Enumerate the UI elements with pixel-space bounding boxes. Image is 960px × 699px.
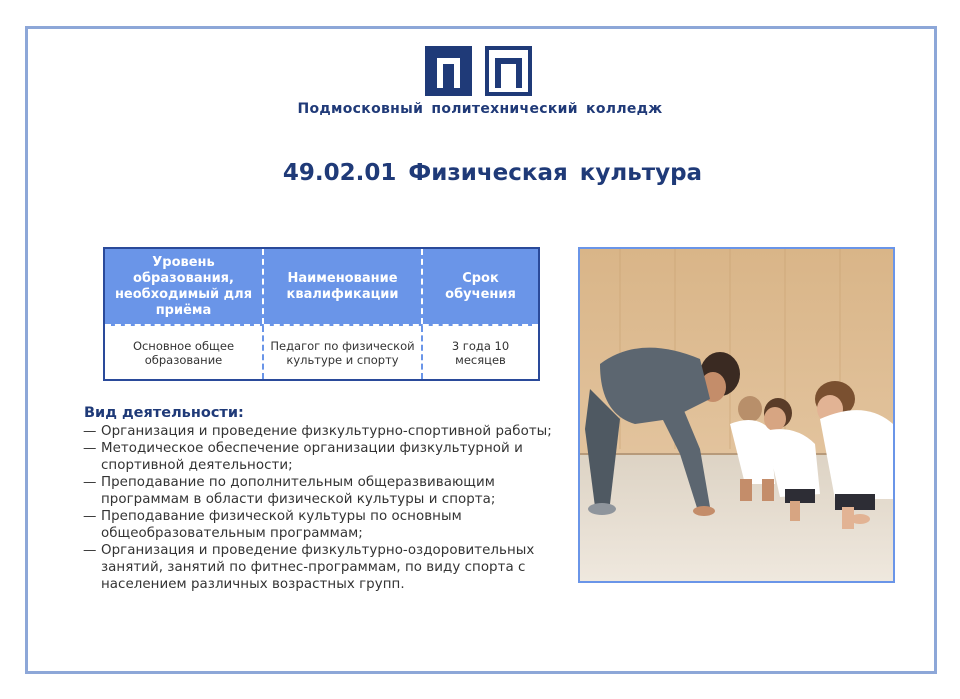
duration-text: 3 года 10 месяцев xyxy=(451,338,510,367)
list-item xyxy=(83,423,554,440)
list-item xyxy=(83,440,554,474)
page-title: 49.02.01 Физическая культура xyxy=(282,160,703,186)
table-row xyxy=(105,326,538,379)
college-logo xyxy=(425,46,534,96)
list-item-text: Преподавание физической культуры по основным общеобразовательным программам; xyxy=(101,509,462,541)
table-header-row xyxy=(105,249,538,326)
activity-section xyxy=(84,405,554,593)
list-dash: — xyxy=(83,441,97,456)
list-item-text: Преподавание по дополнительным общеразвивающим программам в области физической культуры и спорта; xyxy=(101,475,496,507)
list-dash: — xyxy=(83,475,97,490)
education-info-table xyxy=(103,247,540,381)
list-item xyxy=(83,474,554,508)
college-name: Подмосковный политехнический колледж xyxy=(297,101,663,117)
sports-class-photo xyxy=(578,247,895,583)
list-item-text: Организация и проведение физкультурно-оздоровительных занятий, занятий по фитнес-программам, по виду спорта с населением различных возрастных групп. xyxy=(101,543,535,592)
header-qualification: Наименование квалификации xyxy=(264,249,423,324)
list-item-text: Организация и проведение физкультурно-спортивной работы; xyxy=(101,424,552,439)
header-education-level: Уровень образования, необходимый для приёма xyxy=(105,249,264,324)
activity-list xyxy=(84,423,554,593)
activity-heading: Вид деятельности: xyxy=(84,405,244,421)
photo-illustration xyxy=(580,249,893,581)
list-dash: — xyxy=(83,543,97,558)
cell-education-level: Основное общее образование xyxy=(105,326,264,379)
list-item-text: Методическое обеспечение организации физкультурной и спортивной деятельности; xyxy=(101,441,523,473)
list-item xyxy=(83,508,554,542)
cell-qualification: Педагог по физической культуре и спорту xyxy=(264,326,423,379)
list-dash: — xyxy=(83,509,97,524)
list-item xyxy=(83,542,554,593)
header-study-duration: Срок обучения xyxy=(445,270,516,302)
list-dash: — xyxy=(83,424,97,439)
cell-study-duration xyxy=(423,326,538,379)
